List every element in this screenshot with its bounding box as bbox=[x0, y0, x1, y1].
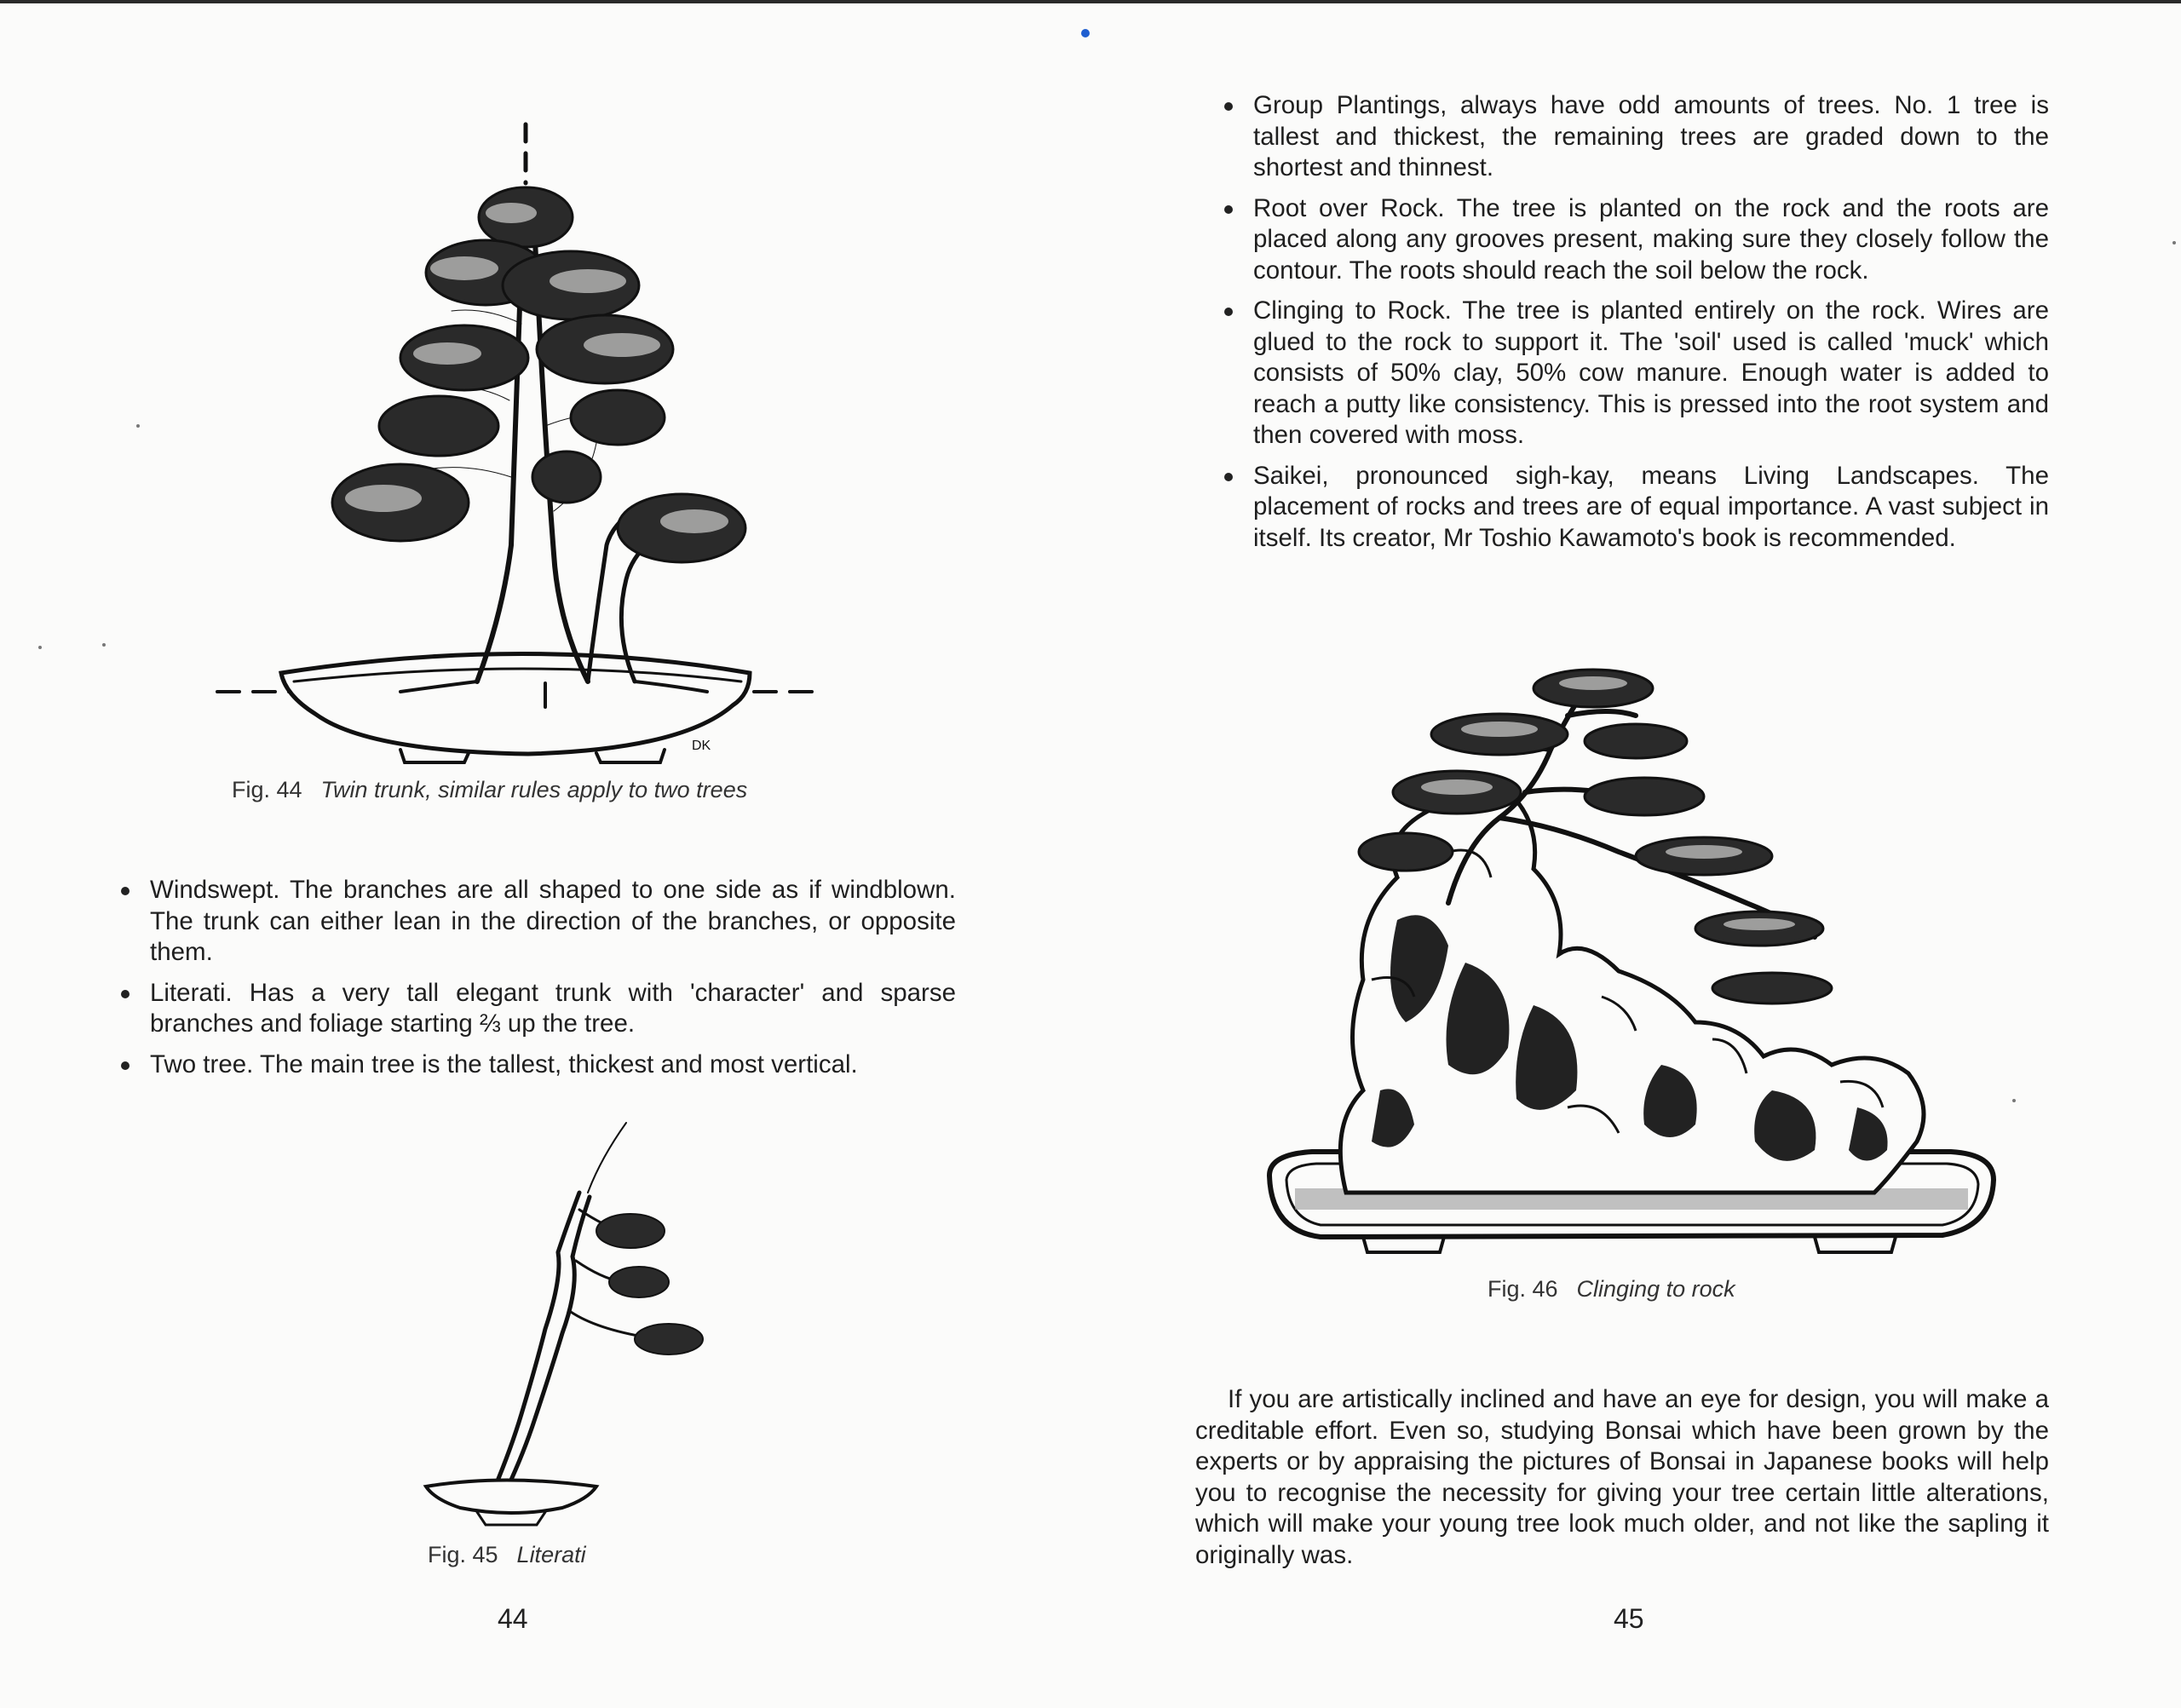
fig44-caption-text: Twin trunk, similar rules apply to two trees bbox=[320, 777, 748, 802]
bullet-clinging-to-rock: Clinging to Rock. The tree is planted entirely on the rock. Wires are glued to the rock to support it. The 'soil' used is called 'muck' which consists of 50% clay, 50% cow manure. Enough water is added to reach a putty like consistency. This is pressed into the root system and then covered with moss. bbox=[1223, 296, 2049, 451]
fig44-twin-trunk-illustration bbox=[213, 119, 826, 775]
page-number-left: 44 bbox=[498, 1603, 528, 1634]
fig45-caption-text: Literati bbox=[516, 1542, 586, 1567]
fig45-number: Fig. 45 bbox=[428, 1542, 498, 1567]
fig44-number: Fig. 44 bbox=[232, 777, 302, 802]
fig44-caption bbox=[232, 777, 747, 803]
closing-paragraph: If you are artistically inclined and have an eye for design, you will make a creditable effort. Even so, studying Bonsai which have been grown by the experts or by appraising the pictures of Bonsai in Japanese books will help you to recognise the necessity for giving your tree certain little alterations, which will make your young tree look much older, and not like the sapling it originally was. bbox=[1195, 1385, 2049, 1569]
fig46-clinging-to-rock-illustration bbox=[1261, 647, 1994, 1278]
page-number-right: 45 bbox=[1614, 1603, 1644, 1634]
fig45-literati-illustration bbox=[417, 1116, 707, 1533]
right-bullet-list bbox=[1223, 90, 2049, 563]
bullet-two-tree: Two tree. The main tree is the tallest, thickest and most vertical. bbox=[119, 1050, 956, 1081]
fig46-caption bbox=[1488, 1276, 1735, 1303]
bullet-saikei: Saikei, pronounced sigh-kay, means Living Landscapes. The placement of rocks and trees are of equal importance. A vast subject in itself. Its creator, Mr Toshio Kawamoto's book is recommended. bbox=[1223, 461, 2049, 555]
left-bullet-list bbox=[119, 875, 956, 1090]
bullet-root-over-rock: Root over Rock. The tree is planted on the rock and the roots are placed along any grooves present, making sure they closely follow the contour. The roots should reach the soil below the rock. bbox=[1223, 193, 2049, 287]
bullet-windswept: Windswept. The branches are all shaped to one side as if windblown. The trunk can either lean in the direction of the branches, or opposite them. bbox=[119, 875, 956, 969]
fig44-initials: DK bbox=[692, 739, 711, 753]
fig45-caption bbox=[428, 1542, 586, 1568]
fig46-caption-text: Clinging to rock bbox=[1576, 1276, 1735, 1302]
right-page bbox=[1090, 0, 2181, 1708]
left-page bbox=[0, 0, 1090, 1708]
bullet-group-plantings: Group Plantings, always have odd amounts of trees. No. 1 tree is tallest and thickest, the remaining trees are graded down to the shortest and thinnest. bbox=[1223, 90, 2049, 184]
bullet-literati: Literati. Has a very tall elegant trunk with 'character' and sparse branches and foliage starting ⅔ up the tree. bbox=[119, 978, 956, 1040]
fig46-number: Fig. 46 bbox=[1488, 1276, 1558, 1302]
